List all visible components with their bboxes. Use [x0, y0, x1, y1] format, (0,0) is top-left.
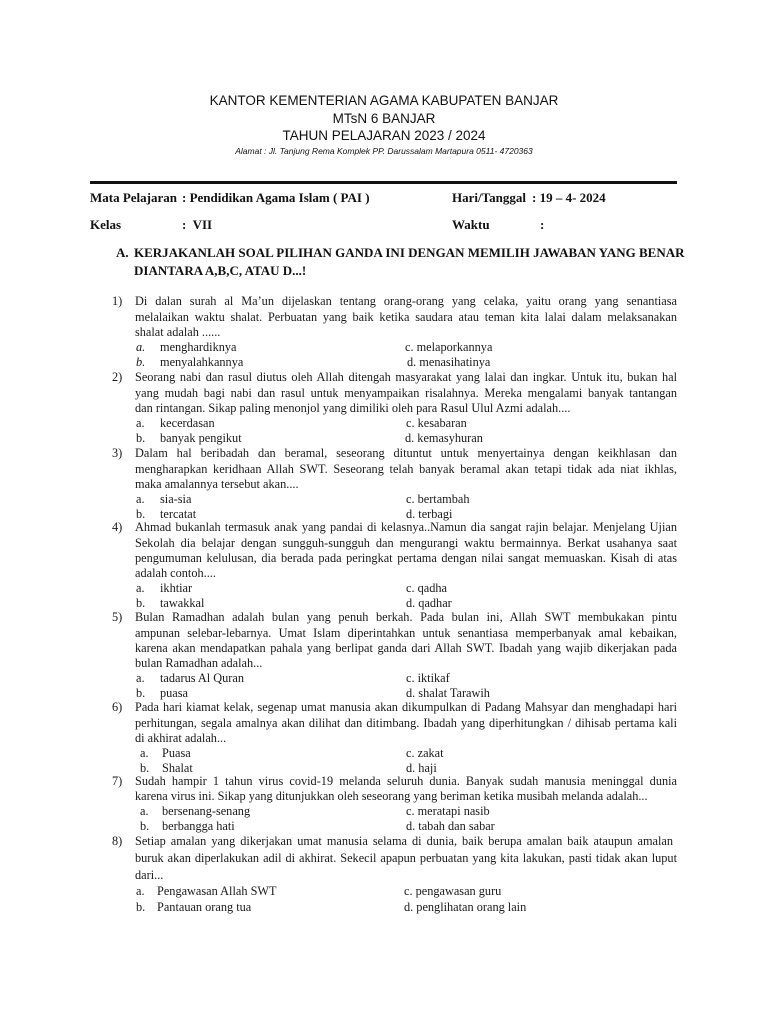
option-a: Pengawasan Allah SWT	[157, 884, 277, 898]
instruction-line: DIANTARA A,B,C, ATAU D...!	[134, 263, 307, 278]
option-a: ikhtiar	[160, 581, 193, 595]
question-line: karena virus ini. Sikap yang ditunjukkan oleh seseorang yang beriman ketika musibah melanda adalah...	[135, 789, 648, 803]
option-b: tercatat	[160, 507, 197, 521]
question-number: 6)	[112, 700, 123, 714]
question-line: karena akan mendapatkan pahala yang berlipat ganda dari Allah SWT. Ibadah yang wajib dikerjakan pada	[135, 641, 677, 655]
section-letter: A.	[116, 245, 129, 260]
option-b-label: b.	[136, 431, 146, 445]
question-line: pengumuman kelulusan, dia berada pada peringkat pertama dengan nilai sangat memuaskan. Kisah di atas	[135, 551, 677, 565]
question-line: di akhirat adalah...	[135, 731, 227, 745]
option-b-label: b.	[136, 507, 146, 521]
option-c: c. pengawasan guru	[404, 884, 502, 898]
school-name: MTsN 6 BANJAR	[332, 111, 436, 126]
option-d: d. shalat Tarawih	[406, 686, 490, 700]
option-b: tawakkal	[160, 596, 205, 610]
option-c: c. zakat	[406, 746, 444, 760]
option-a-label: a.	[140, 746, 149, 760]
question-line: dari...	[135, 868, 164, 882]
option-c: c. meratapi nasib	[406, 804, 490, 818]
question-number: 7)	[112, 774, 123, 788]
option-d: d. penglihatan orang lain	[404, 900, 527, 914]
class-label: Kelas	[90, 217, 122, 232]
option-c: c. iktikaf	[406, 671, 450, 685]
question-line: dan rintangan. Sikap paling menonjol yang dimiliki oleh para Rasul Ulul Azmi adalah....	[135, 401, 571, 415]
subject-label: Mata Pelajaran	[90, 190, 178, 205]
option-c: c. qadha	[406, 581, 447, 595]
header-divider	[90, 181, 677, 184]
option-a: kecerdasan	[160, 416, 215, 430]
question-line: yang mudah bagi nabi dan rasul untuk menyampaikan risalahnya. Mereka mengalami banyak tantangan	[135, 386, 677, 400]
option-a-label: a.	[136, 581, 145, 595]
option-a: sia-sia	[160, 492, 192, 506]
option-b: berbangga hati	[162, 819, 235, 833]
option-c: c. bertambah	[406, 492, 470, 506]
office-title: KANTOR KEMENTERIAN AGAMA KABUPATEN BANJAR	[209, 93, 559, 108]
question-line: melalaikan waktu shalat. Perbuatan yang baik ketika saudara atau teman kita lalai dalam melaksanakan	[135, 310, 677, 324]
option-a-label: a.	[136, 416, 145, 430]
question-line: shalat adalah ......	[135, 325, 221, 339]
class-value: : VII	[182, 217, 213, 232]
option-a-label: a.	[136, 671, 145, 685]
question-number: 4)	[112, 520, 123, 534]
academic-year: TAHUN PELAJARAN 2023 / 2024	[282, 128, 486, 143]
question-line: buruk akan diperlakukan adil di akhirat. Sekecil apapun perbuatan yang kita lakukan, pasti tidak akan luput	[135, 851, 677, 865]
question-line: maka amalannya tersebut akan....	[135, 477, 299, 491]
option-d: d. qadhar	[406, 596, 452, 610]
question-number: 5)	[112, 610, 123, 624]
option-b: menyalahkannya	[160, 355, 244, 369]
option-b-label: b.	[136, 596, 146, 610]
instruction-line: KERJAKANLAH SOAL PILIHAN GANDA INI DENGAN MEMILIH JAWABAN YANG BENAR	[134, 245, 685, 260]
question-line: bulan Ramadhan adalah...	[135, 656, 263, 670]
option-b-label: b.	[140, 819, 150, 833]
option-b: Shalat	[162, 761, 193, 775]
question-number: 3)	[112, 446, 123, 460]
question-line: Setiap amalan yang dikerjakan umat manusia selama di dunia, baik berupa amalan baik ataupun amalan	[135, 834, 673, 848]
question-line: adalah contoh....	[135, 566, 216, 580]
question-line: Pada hari kiamat kelak, segenap umat manusia akan dikumpulkan di Padang Mahsyar dan menghadapi hari	[135, 700, 677, 714]
question-line: Di dalan surah al Ma’un dijelaskan tentang orang-orang yang celaka, yaitu orang yang senantiasa	[135, 294, 677, 308]
option-d: d. tabah dan sabar	[406, 819, 495, 833]
question-line: Ahmad bukanlah termasuk anak yang pandai di kelasnya..Namun dia sangat rajin belajar. Menjelang Ujian	[135, 520, 677, 534]
option-a-label: a.	[136, 340, 146, 354]
subject-value: : Pendidikan Agama Islam ( PAI )	[182, 190, 370, 205]
option-a: Puasa	[162, 746, 191, 760]
option-b-label: b.	[136, 686, 146, 700]
question-line: perhitungan, segala amalnya akan dilihat dan ditimbang. Ibadah yang diperhitungkan / dihisab pertama kali	[135, 716, 677, 730]
option-b-label: b.	[140, 761, 150, 775]
school-address: Alamat : Jl. Tanjung Rema Komplek PP. Darussalam Martapura 0511- 4720363	[235, 146, 533, 156]
question-number: 1)	[112, 294, 123, 308]
question-number: 8)	[112, 834, 123, 848]
option-a: tadarus Al Quran	[160, 671, 245, 685]
question-line: mengharapkan keridhaan Allah SWT. Seseorang telah banyak beramal akan tetapi tidak ada niat ikhlas,	[135, 462, 677, 476]
option-b: banyak pengikut	[160, 431, 242, 445]
option-b: puasa	[160, 686, 188, 700]
option-a: bersenang-senang	[162, 804, 251, 818]
option-a-label: a.	[136, 884, 145, 898]
option-b-label: b.	[136, 355, 146, 369]
date-label: Hari/Tanggal	[452, 190, 526, 205]
option-c: c. kesabaran	[406, 416, 467, 430]
option-c: c. melaporkannya	[405, 340, 493, 354]
option-b-label: b.	[136, 900, 146, 914]
question-line: Seorang nabi dan rasul diutus oleh Allah ditengah masyarakat yang lalai dan ingkar. Untuk itu, bukan hal	[135, 370, 677, 384]
question-line: Dalam hal beribadah dan beramal, seseorang dituntut untuk menyertainya dengan keikhlasan dan	[135, 446, 677, 460]
question-line: ampunan selebar-lebarnya. Umat Islam diperintahkan untuk senantiasa memperbanyak amal kebaikan,	[135, 626, 677, 640]
option-d: d. kemasyhuran	[405, 431, 483, 445]
date-value: : 19 – 4- 2024	[532, 190, 606, 205]
option-a-label: a.	[140, 804, 149, 818]
question-line: Sekolah dia belajar dengan sungguh-sungguh dan mengurangi waktu bermainnya. Berkat usahanya saat	[135, 536, 677, 550]
question-line: Bulan Ramadhan adalah bulan yang penuh berkah. Pada bulan ini, Allah SWT membukakan pintu	[135, 610, 677, 624]
time-label: Waktu	[452, 217, 490, 232]
option-a-label: a.	[136, 492, 145, 506]
option-a: menghardiknya	[160, 340, 237, 354]
question-number: 2)	[112, 370, 123, 384]
option-b: Pantauan orang tua	[157, 900, 252, 914]
option-d: d. menasihatinya	[407, 355, 491, 369]
time-value: :	[540, 217, 545, 232]
option-d: d. haji	[406, 761, 437, 775]
option-d: d. terbagi	[406, 507, 453, 521]
question-line: Sudah hampir 1 tahun virus covid-19 melanda seluruh dunia. Banyak sudah manusia meninggal dunia	[135, 774, 677, 788]
